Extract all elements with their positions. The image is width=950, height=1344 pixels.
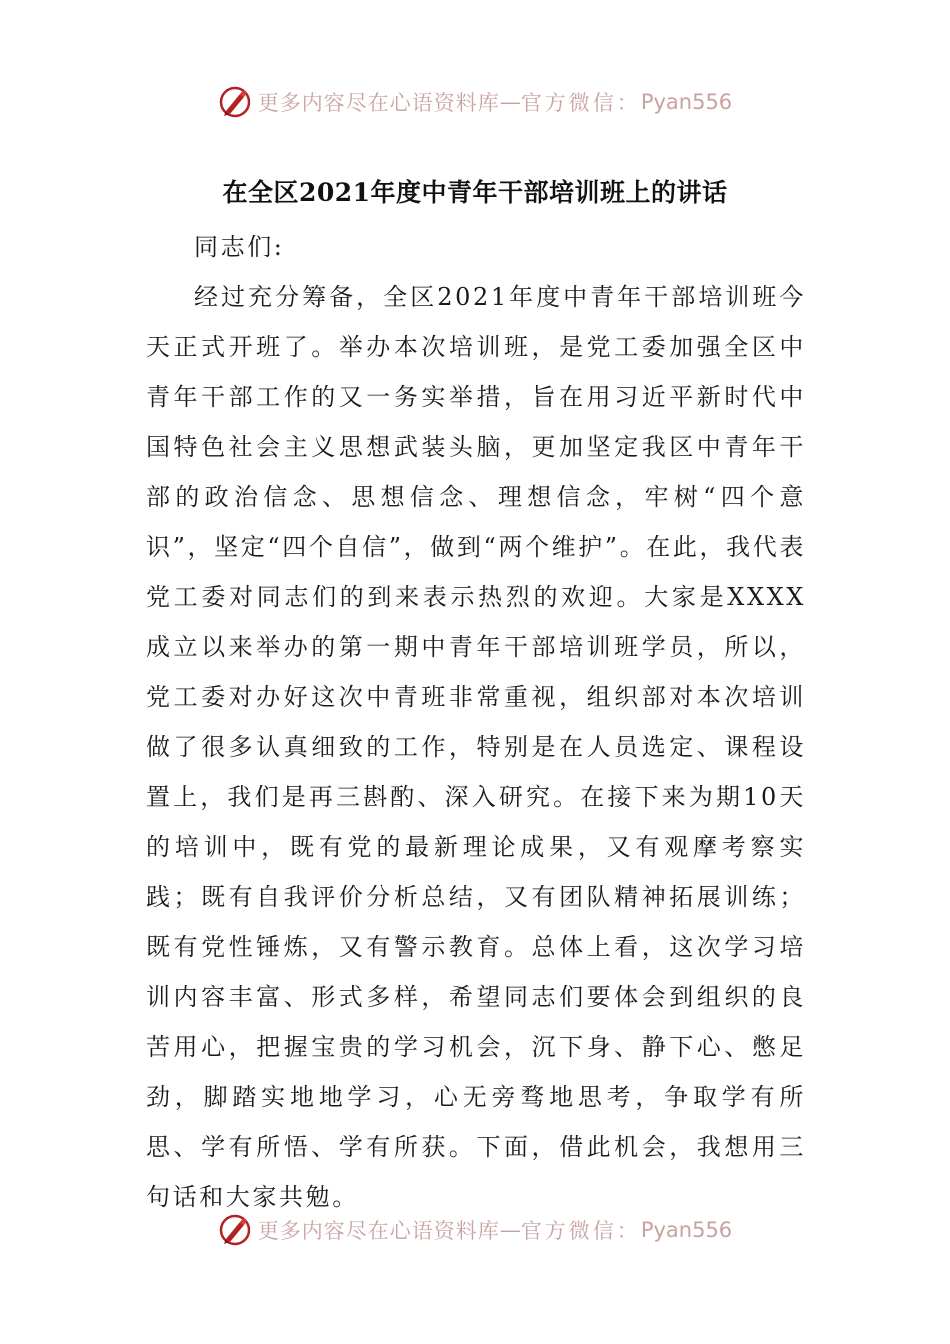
document-title: 在全区2021年度中青年干部培训班上的讲话 [222,178,728,207]
watermark-wechat-id: Pyan556 [640,1218,733,1242]
document-body [146,222,806,1222]
paragraph: 经过充分筹备，全区2021年度中青年干部培训班今天正式开班了。举办本次培训班，是党工委加强全区中青年干部工作的又一务实举措，旨在用习近平新时代中国特色社会主义思想武装头脑，更加坚定我区中青年干部的政治信念、思想信念、理想信念，牢树“四个意识”，坚定“四个自信”，做到“两个维护”。在此，我代表党工委对同志们的到来表示热烈的欢迎。大家是XXXX成立以来举办的第一期中青年干部培训班学员，所以，党工委对办好这次中青班非常重视，组织部对本次培训做了很多认真细致的工作，特别是在人员选定、课程设置上，我们是再三斟酌、深入研究。在接下来为期10天的培训中，既有党的最新理论成果，又有观摩考察实践；既有自我评价分析总结，又有团队精神拓展训练；既有党性锤炼，又有警示教育。总体上看，这次学习培训内容丰富、形式多样，希望同志们要体会到组织的良苦用心，把握宝贵的学习机会，沉下身、静下心、憋足劲，脚踏实地地学习，心无旁骛地思考，争取学有所思、学有所悟、学有所获。下面，借此机会，我想用三句话和大家共勉。 [146,283,806,1211]
pen-logo-icon [218,85,252,119]
watermark-text: 更多内容尽在心语资料库 [257,91,500,115]
watermark-wechat-id: Pyan556 [640,90,733,114]
salutation: 同志们: [194,233,285,261]
watermark-text: 更多内容尽在心语资料库 [257,1219,500,1243]
watermark-wechat-label: 官方微信： [520,1219,641,1243]
header-watermark-banner [0,82,950,122]
watermark-dash: — [499,90,521,114]
watermark-wechat-label: 官方微信： [520,91,641,115]
watermark-dash: — [499,1218,521,1242]
footer-watermark-banner [0,1210,950,1250]
pen-logo-icon [218,1213,252,1247]
